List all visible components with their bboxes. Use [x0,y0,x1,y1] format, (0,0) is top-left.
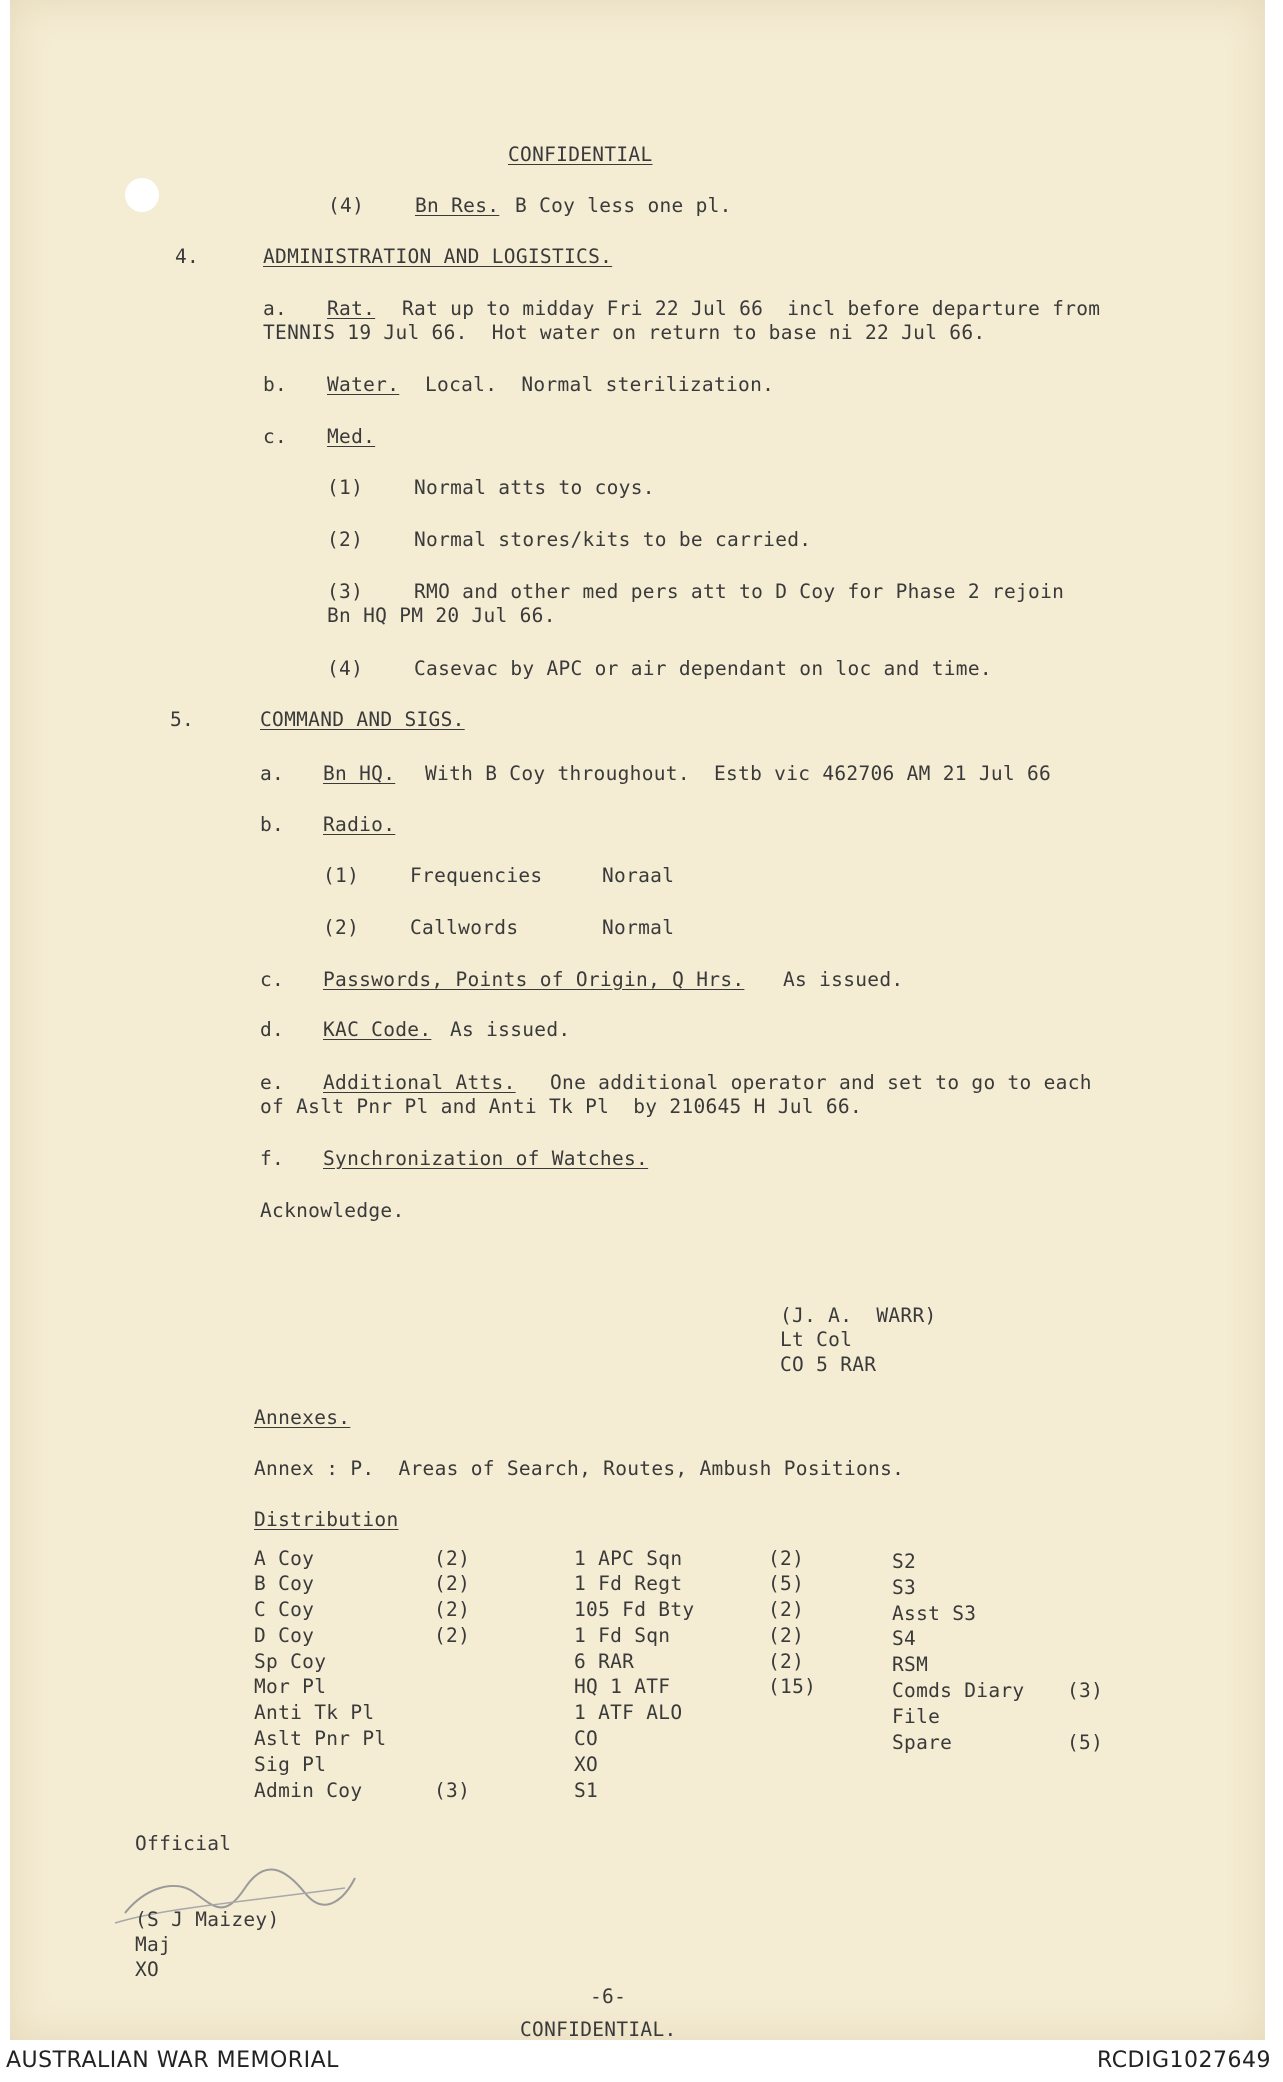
dist-col1-name: A Coy [254,1547,315,1570]
med-item-num: (1) [327,476,364,499]
punch-hole [125,178,159,212]
dist-col1-qty: (2) [434,1624,471,1647]
sec5-f-label: Synchronization of Watches. [323,1147,649,1170]
sec4-b-label: Water. [327,373,400,396]
header-confidential: CONFIDENTIAL [508,143,653,166]
sec5-a-text: With B Coy throughout. Estb vic 462706 AM 21 Jul 66 [425,762,1052,785]
dist-col1-qty: (3) [434,1779,471,1802]
dist-col2-qty: (2) [768,1547,805,1570]
dist-col1-name: Aslt Pnr Pl [254,1727,387,1750]
sec5-b-letter: b. [260,813,285,836]
acknowledge: Acknowledge. [260,1199,405,1222]
signatory-appt: CO 5 RAR [780,1353,877,1376]
dist-col1-name: B Coy [254,1572,315,1595]
dist-col2-qty: (5) [768,1572,805,1595]
sec5-num: 5. [170,708,195,731]
dist-col2-name: 1 Fd Sqn [574,1624,671,1647]
dist-col2-name: XO [574,1753,599,1776]
sec5-a-letter: a. [260,762,285,785]
dist-col2-qty: (2) [768,1624,805,1647]
official-label: Official [135,1832,232,1855]
radio-item-num: (2) [323,916,360,939]
radio-item-name: Frequencies [410,864,543,887]
dist-col2-name: 1 APC Sqn [574,1547,683,1570]
sec5-c-text: As issued. [783,968,904,991]
dist-col1-name: Anti Tk Pl [254,1701,375,1724]
sec5-c-label: Passwords, Points of Origin, Q Hrs. [323,968,745,991]
sec5-e-line2: of Aslt Pnr Pl and Anti Tk Pl by 210645 H Jul 66. [260,1095,862,1118]
sec5-d-label: KAC Code. [323,1018,432,1041]
archive-watermark-right: RCDIG1027649 [1097,2048,1272,2073]
res-label: Bn Res. [415,194,500,217]
sec5-a-label: Bn HQ. [323,762,396,785]
dist-col2-name: 105 Fd Bty [574,1598,695,1621]
dist-col2-qty: (2) [768,1598,805,1621]
radio-item-num: (1) [323,864,360,887]
dist-col3-name: Comds Diary [892,1679,1025,1702]
dist-col3-name: S2 [892,1550,917,1573]
dist-col3-name: File [892,1705,941,1728]
med-item-text: RMO and other med pers att to D Coy for Phase 2 rejoin [414,580,1065,603]
sec5-title: COMMAND AND SIGS. [260,708,465,731]
sec4-a-label: Rat. [327,297,376,320]
sec5-e-letter: e. [260,1071,285,1094]
dist-col2-qty: (2) [768,1650,805,1673]
dist-col3-name: RSM [892,1653,929,1676]
sec4-a-line2: TENNIS 19 Jul 66. Hot water on return to base ni 22 Jul 66. [263,321,986,344]
dist-col2-qty: (15) [768,1675,817,1698]
dist-col2-name: CO [574,1727,599,1750]
sec4-a-letter: a. [263,297,288,320]
dist-col3-name: S3 [892,1576,917,1599]
official-name: (S J Maizey) [135,1908,280,1931]
dist-col3-name: S4 [892,1627,917,1650]
radio-item-value: Normal [602,916,675,939]
med-item-text: Normal atts to coys. [414,476,655,499]
dist-col1-name: D Coy [254,1624,315,1647]
dist-col1-name: Sp Coy [254,1650,327,1673]
dist-col1-qty: (2) [434,1547,471,1570]
dist-col1-qty: (2) [434,1572,471,1595]
sec5-f-letter: f. [260,1147,285,1170]
med-item-text: Casevac by APC or air dependant on loc and time. [414,657,992,680]
distribution-heading: Distribution [254,1508,399,1531]
sec4-title: ADMINISTRATION AND LOGISTICS. [263,245,613,268]
sec4-c-label: Med. [327,425,376,448]
sec4-num: 4. [175,245,200,268]
dist-col3-name: Asst S3 [892,1602,977,1625]
sec5-d-text: As issued. [450,1018,571,1041]
archive-watermark-left: AUSTRALIAN WAR MEMORIAL [6,2048,339,2073]
sec5-c-letter: c. [260,968,285,991]
sec4-b-text: Local. Normal sterilization. [425,373,775,396]
sec4-b-letter: b. [263,373,288,396]
res-num: (4) [328,194,365,217]
sec5-b-label: Radio. [323,813,396,836]
dist-col1-name: Sig Pl [254,1753,327,1776]
document-page [10,0,1265,2040]
annexes-heading: Annexes. [254,1406,351,1429]
dist-col1-name: Admin Coy [254,1779,363,1802]
dist-col1-name: C Coy [254,1598,315,1621]
annex-line: Annex : P. Areas of Search, Routes, Ambush Positions. [254,1457,905,1480]
dist-col2-name: 6 RAR [574,1650,635,1673]
med-item-num: (2) [327,528,364,551]
dist-col3-name: Spare [892,1731,953,1754]
dist-col1-qty: (2) [434,1598,471,1621]
radio-item-name: Callwords [410,916,519,939]
med-item-num: (4) [327,657,364,680]
dist-col2-name: 1 ATF ALO [574,1701,683,1724]
med-item-cont: Bn HQ PM 20 Jul 66. [327,604,556,627]
dist-col2-name: S1 [574,1779,599,1802]
med-item-num: (3) [327,580,364,603]
sec5-e-line1: One additional operator and set to go to each [550,1071,1092,1094]
official-rank: Maj [135,1933,172,1956]
page-number: -6- [590,1985,627,2008]
dist-col2-name: 1 Fd Regt [574,1572,683,1595]
sec4-c-letter: c. [263,425,288,448]
footer-confidential: CONFIDENTIAL. [520,2018,677,2041]
dist-col3-qty: (5) [1067,1731,1104,1754]
dist-col1-name: Mor Pl [254,1675,327,1698]
med-item-text: Normal stores/kits to be carried. [414,528,812,551]
sec5-d-letter: d. [260,1018,285,1041]
dist-col3-qty: (3) [1067,1679,1104,1702]
signatory-rank: Lt Col [780,1328,853,1351]
sec5-e-label: Additional Atts. [323,1071,516,1094]
res-text: B Coy less one pl. [515,194,732,217]
official-appt: XO [135,1958,160,1981]
sec4-a-line1: Rat up to midday Fri 22 Jul 66 incl before departure from [402,297,1101,320]
radio-item-value: Noraal [602,864,675,887]
signatory-name: (J. A. WARR) [780,1304,937,1327]
dist-col2-name: HQ 1 ATF [574,1675,671,1698]
